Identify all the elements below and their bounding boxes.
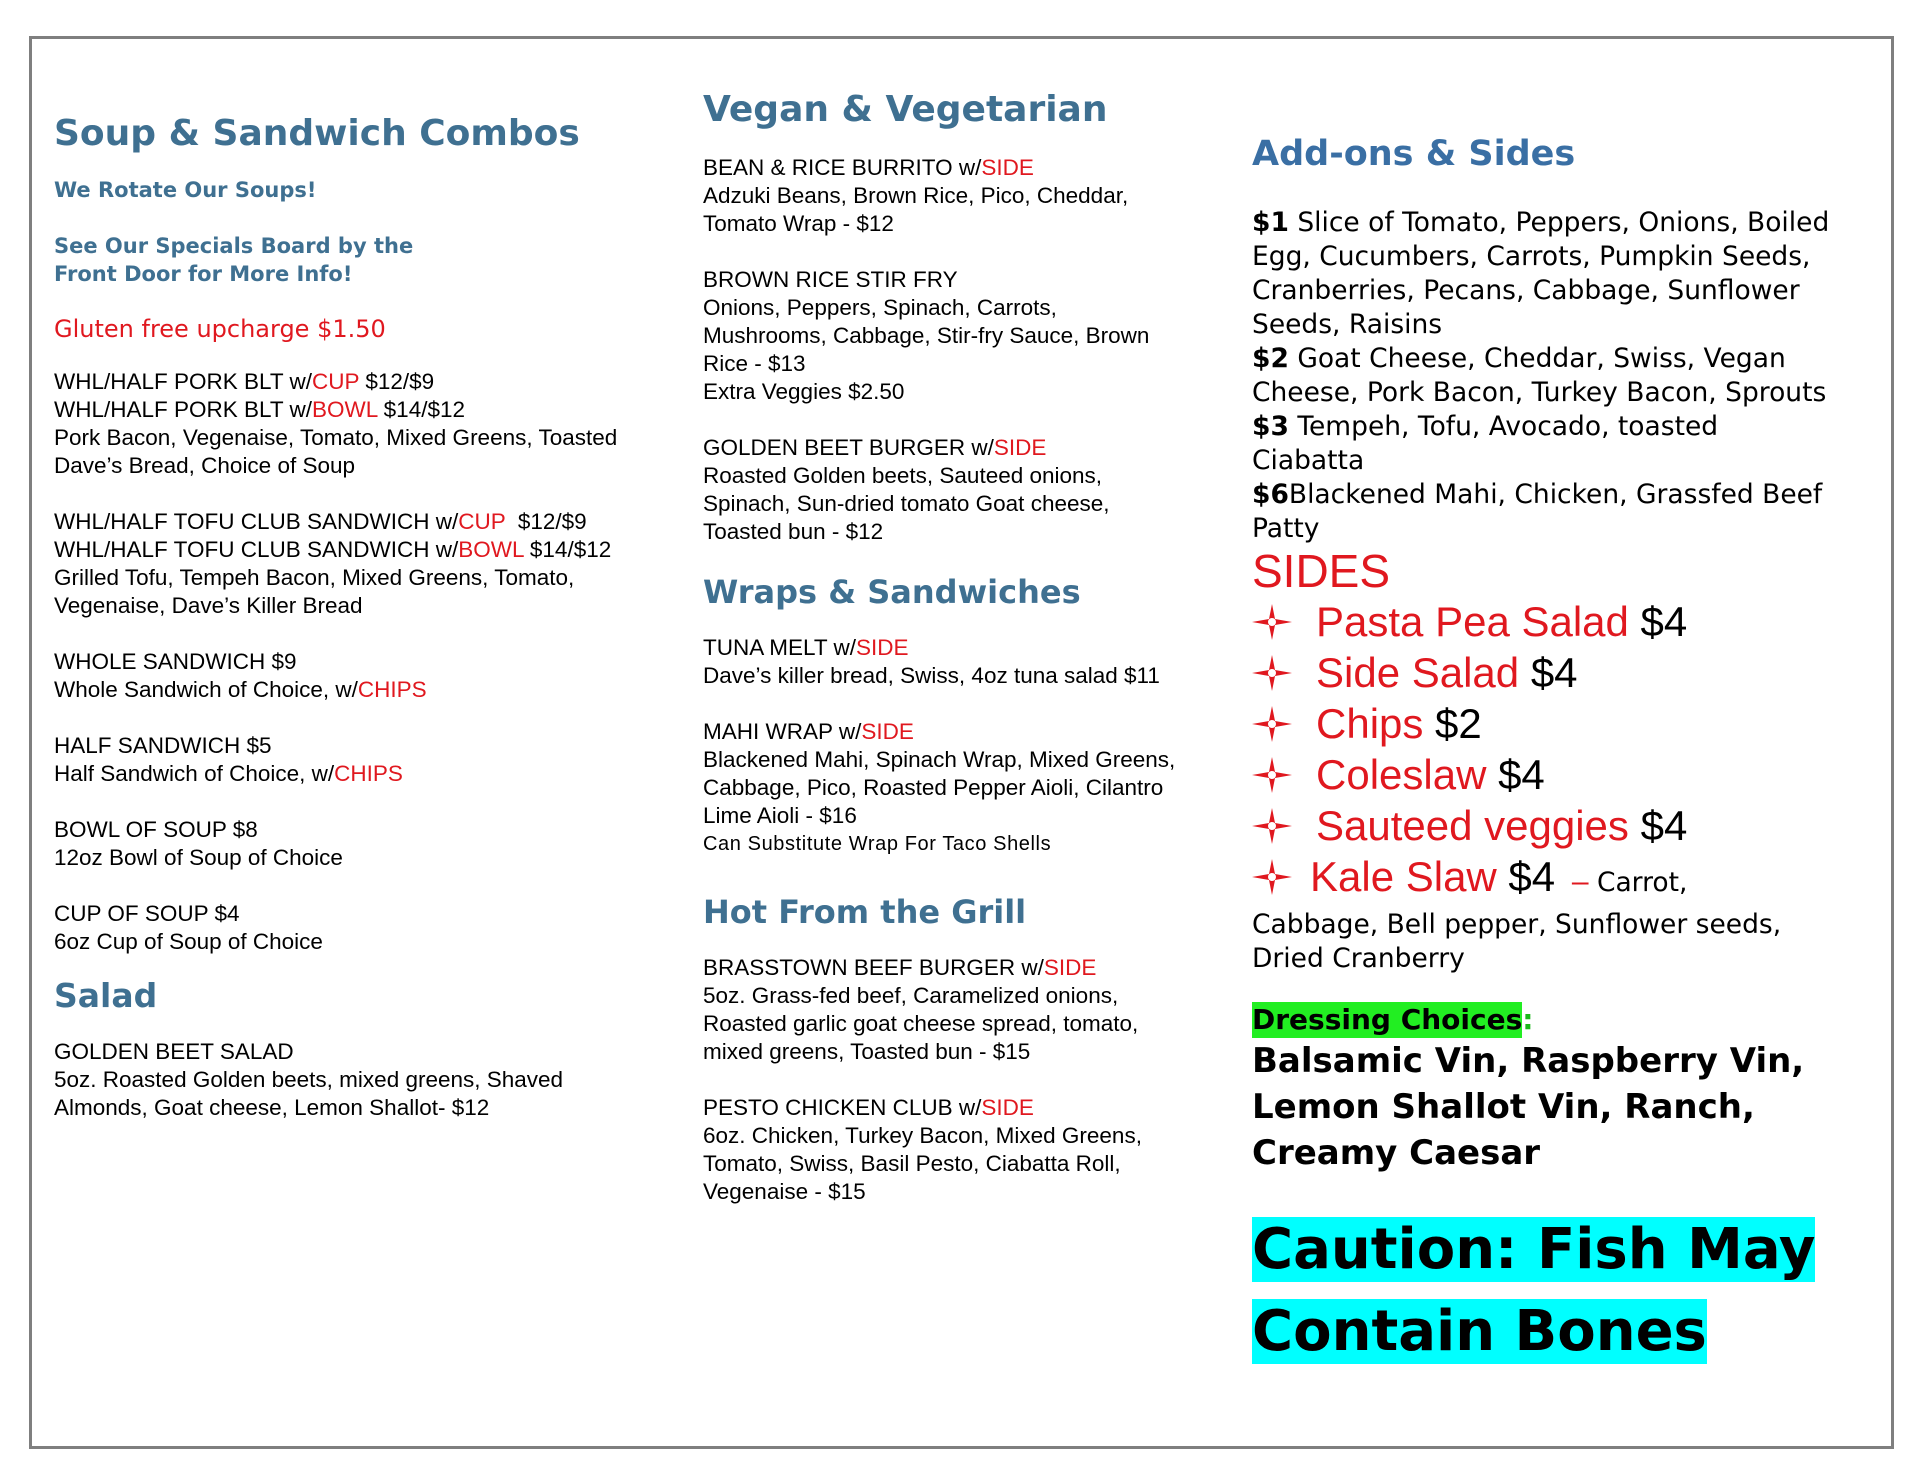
side-item-side-salad: Side Salad $4 bbox=[1252, 647, 1872, 698]
grill-heading: Hot From the Grill bbox=[703, 893, 1027, 931]
addon-row-6: $6Blackened Mahi, Chicken, Grassfed Beef bbox=[1252, 479, 1823, 510]
side-item-coleslaw: Coleslaw $4 bbox=[1252, 749, 1872, 800]
dressing-section: Dressing Choices: Balsamic Vin, Raspberry Vin, Lemon Shallot Vin, Ranch, Creamy Caesar bbox=[1252, 1002, 1872, 1176]
side-item-chips: Chips $2 bbox=[1252, 698, 1872, 749]
addon-row-2: $2 Goat Cheese, Cheddar, Swiss, Vegan bbox=[1252, 343, 1786, 374]
specials-note-line2: Front Door for More Info! bbox=[54, 262, 353, 286]
dressing-heading: Dressing Choices bbox=[1252, 1003, 1523, 1036]
column-addons-sides bbox=[1252, 132, 1872, 1380]
addons-list: $1 Slice of Tomato, Peppers, Onions, Boiled Egg, Cucumbers, Carrots, Pumpkin Seeds, Cranberries, Pecans, Cabbage, Sunflower Seeds, Raisins $2 Goat Cheese, Cheddar, Swiss, Vegan Cheese, Pork Bacon, Turkey Bacon, Sprouts $3 Tempeh, Tofu, Avocado, toasted Ciabatta $6Blackened Mahi, Chicken, Grassfed Beef Patty bbox=[1252, 206, 1872, 546]
menu-item-tofu-club: WHL/HALF TOFU CLUB SANDWICH w/CUP $12/$9 WHL/HALF TOFU CLUB SANDWICH w/BOWL $14/$12 Grilled Tofu, Tempeh Bacon, Mixed Greens, Tomato, Vegenaise, Dave’s Killer Bread bbox=[54, 508, 694, 620]
menu-item-mahi-wrap: MAHI WRAP w/SIDE Blackened Mahi, Spinach Wrap, Mixed Greens, Cabbage, Pico, Roasted Pepper Aioli, Cilantro Lime Aioli - $16 Can Substitute Wrap For Taco Shells bbox=[703, 719, 1176, 855]
menu-item-whole-sandwich: WHOLE SANDWICH $9 Whole Sandwich of Choice, w/CHIPS bbox=[54, 649, 427, 702]
addon-row-3: $3 Tempeh, Tofu, Avocado, toasted bbox=[1252, 411, 1719, 442]
menu-item-pesto-chicken-club: PESTO CHICKEN CLUB w/SIDE 6oz. Chicken, Turkey Bacon, Mixed Greens, Tomato, Swiss, Basil Pesto, Ciabatta Roll, Vegenaise - $15 bbox=[703, 1095, 1142, 1204]
combos-heading: Soup & Sandwich Combos bbox=[54, 113, 580, 154]
four-point-star-icon bbox=[1252, 706, 1292, 742]
four-point-star-icon bbox=[1252, 859, 1292, 895]
salad-heading: Salad bbox=[54, 976, 158, 1015]
caution-line2: Contain Bones bbox=[1252, 1299, 1707, 1364]
caution-line1: Caution: Fish May bbox=[1252, 1217, 1816, 1282]
sides-heading: SIDES bbox=[1252, 545, 1391, 597]
four-point-star-icon bbox=[1252, 604, 1292, 640]
four-point-star-icon bbox=[1252, 808, 1292, 844]
menu-item-brown-rice-stir-fry: BROWN RICE STIR FRY Onions, Peppers, Spinach, Carrots, Mushrooms, Cabbage, Stir-fry Sauce, Brown Rice - $13 Extra Veggies $2.50 bbox=[703, 267, 1150, 404]
specials-note-line1: See Our Specials Board by the bbox=[54, 234, 414, 258]
menu-item-tuna-melt: TUNA MELT w/SIDE Dave’s killer bread, Swiss, 4oz tuna salad $11 bbox=[703, 635, 1160, 688]
menu-item-bowl-of-soup: BOWL OF SOUP $8 12oz Bowl of Soup of Choice bbox=[54, 817, 343, 870]
column-vegan-wraps-grill bbox=[703, 88, 1223, 1206]
dressing-list-line1: Balsamic Vin, Raspberry Vin, bbox=[1252, 1041, 1805, 1081]
item-description: Vegenaise, Dave’s Killer Bread bbox=[54, 593, 363, 618]
dressing-list-line3: Creamy Caesar bbox=[1252, 1133, 1541, 1173]
side-item-pasta-pea-salad: Pasta Pea Salad $4 bbox=[1252, 596, 1872, 647]
item-description: Pork Bacon, Vegenaise, Tomato, Mixed Greens, Toasted bbox=[54, 425, 618, 450]
item-description: Dave’s Bread, Choice of Soup bbox=[54, 453, 356, 478]
menu-item-pork-blt: WHL/HALF PORK BLT w/CUP $12/$9 WHL/HALF PORK BLT w/BOWL $14/$12 Pork Bacon, Vegenaise, Tomato, Mixed Greens, Toasted Dave’s Bread, Choice of Soup bbox=[54, 368, 694, 480]
addons-heading: Add-ons & Sides bbox=[1252, 134, 1576, 174]
item-description: Grilled Tofu, Tempeh Bacon, Mixed Greens, Tomato, bbox=[54, 565, 575, 590]
menu-item-golden-beet-burger: GOLDEN BEET BURGER w/SIDE Roasted Golden beets, Sauteed onions, Spinach, Sun-dried tomato Goat cheese, Toasted bun - $12 bbox=[703, 435, 1110, 544]
four-point-star-icon bbox=[1252, 655, 1292, 691]
gluten-free-note: Gluten free upcharge $1.50 bbox=[54, 315, 386, 343]
menu-item-half-sandwich: HALF SANDWICH $5 Half Sandwich of Choice, w/CHIPS bbox=[54, 733, 403, 786]
rotate-note: We Rotate Our Soups! bbox=[54, 178, 317, 202]
addon-row-1: $1 Slice of Tomato, Peppers, Onions, Boiled bbox=[1252, 207, 1830, 238]
sides-list: Pasta Pea Salad $4 Side Salad $4 Chips $2 Coleslaw $4 Sauteed veggies $4 Kale Slaw $4 – Carrot, Cabbage, Bell pepper, Sunflower seeds, Dried Cranberry bbox=[1252, 596, 1872, 976]
menu-item-golden-beet-salad: GOLDEN BEET SALAD 5oz. Roasted Golden beets, mixed greens, Shaved Almonds, Goat cheese, Lemon Shallot- $12 bbox=[54, 1039, 564, 1120]
caution-notice bbox=[1252, 1216, 1872, 1380]
wraps-heading: Wraps & Sandwiches bbox=[703, 573, 1081, 611]
dressing-list-line2: Lemon Shallot Vin, Ranch, bbox=[1252, 1087, 1755, 1127]
side-item-sauteed-veggies: Sauteed veggies $4 bbox=[1252, 800, 1872, 851]
menu-item-brasstown-beef-burger: BRASSTOWN BEEF BURGER w/SIDE 5oz. Grass-fed beef, Caramelized onions, Roasted garlic goat cheese spread, tomato, mixed greens, Toasted bun - $15 bbox=[703, 955, 1139, 1064]
menu-item-bean-rice-burrito: BEAN & RICE BURRITO w/SIDE Adzuki Beans, Brown Rice, Pico, Cheddar, Tomato Wrap - $12 bbox=[703, 155, 1129, 236]
vegan-heading: Vegan & Vegetarian bbox=[703, 89, 1108, 130]
four-point-star-icon bbox=[1252, 757, 1292, 793]
side-item-kale-slaw: Kale Slaw $4 – Carrot, bbox=[1252, 851, 1872, 908]
menu-item-cup-of-soup: CUP OF SOUP $4 6oz Cup of Soup of Choice bbox=[54, 901, 323, 954]
column-combos bbox=[54, 112, 694, 1122]
